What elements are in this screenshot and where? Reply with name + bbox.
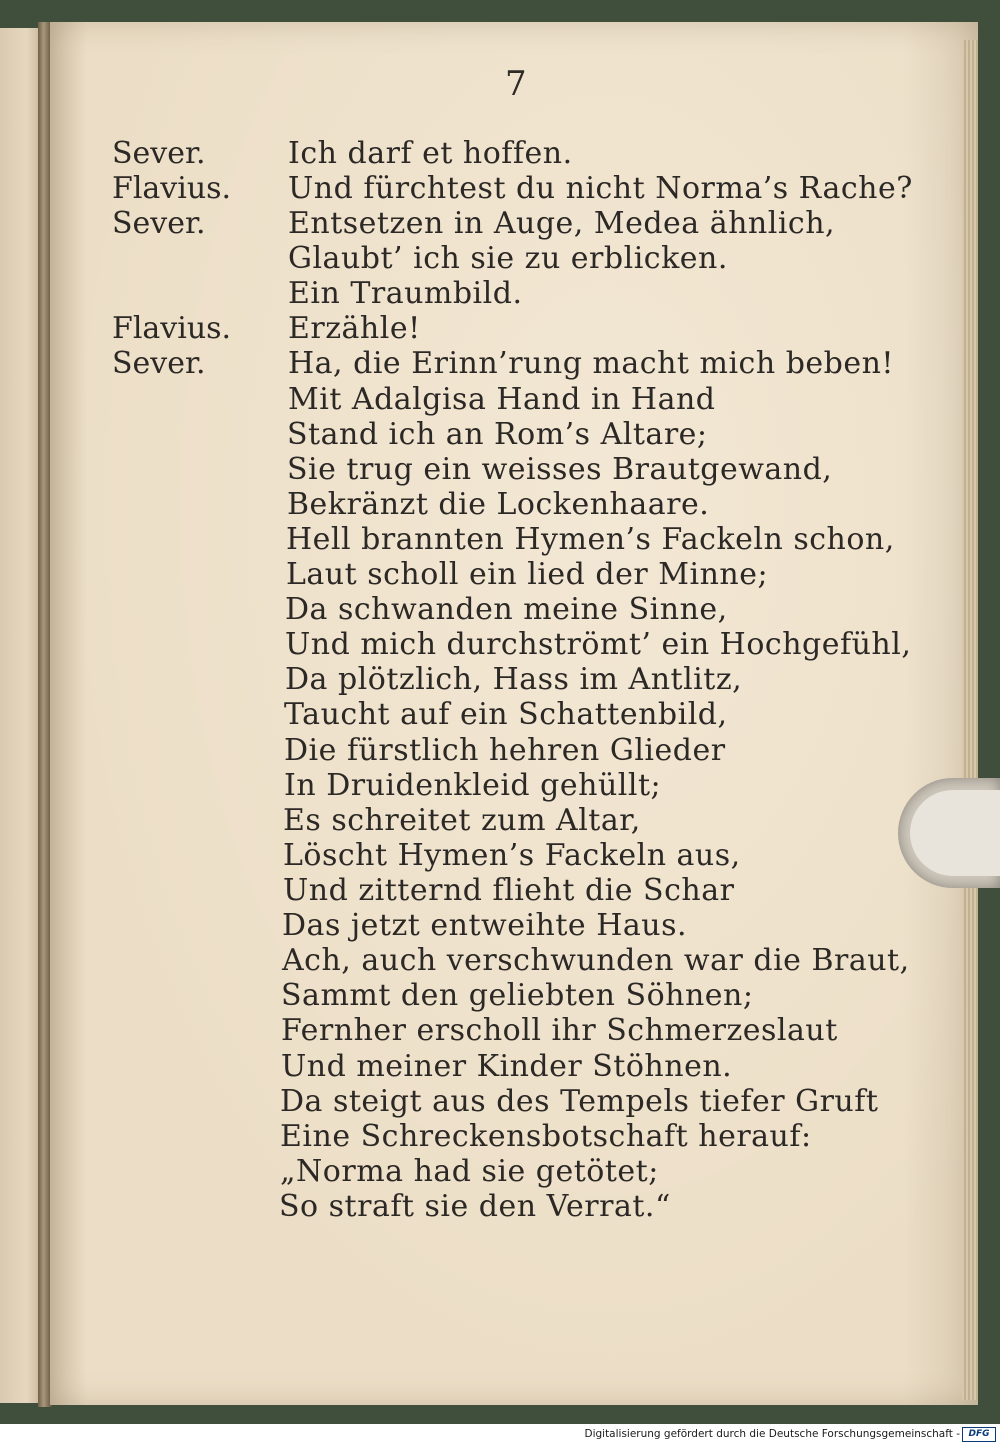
- verse-line: Da plötzlich, Hass im Antlitz,: [285, 662, 743, 697]
- page-number: 7: [505, 64, 527, 104]
- verse-line: Hell brannten Hymen’s Fackeln schon,: [286, 522, 895, 557]
- verse-line: Bekränzt die Lockenhaare.: [287, 487, 710, 522]
- verse-line: Erzähle!: [288, 311, 421, 346]
- verse-line: Eine Schreckensbotschaft herauf:: [280, 1119, 812, 1154]
- verse-line: Ein Traumbild.: [288, 276, 523, 311]
- speaker-label: Sever.: [112, 206, 206, 241]
- verse-line: Entsetzen in Auge, Medea ähnlich,: [288, 206, 836, 241]
- verse-line: Es schreitet zum Altar,: [283, 803, 641, 838]
- verse-line: Sie trug ein weisses Brautgewand,: [287, 452, 833, 487]
- verse-line: Mit Adalgisa Hand in Hand: [288, 382, 716, 417]
- verse-line: Ich darf et hoffen.: [288, 136, 573, 171]
- verse-line: „Norma had sie getötet;: [280, 1154, 659, 1189]
- verse-line: Und fürchtest du nicht Norma’s Rache?: [288, 171, 913, 206]
- speaker-label: Flavius.: [112, 311, 232, 346]
- page-block-edge: [962, 40, 978, 1400]
- verse-line: Da schwanden meine Sinne,: [285, 592, 728, 627]
- verse-line: So straft sie den Verrat.“: [279, 1189, 671, 1224]
- verse-line: Da steigt aus des Tempels tiefer Gruft: [280, 1084, 879, 1119]
- verse-line: Stand ich an Rom’s Altare;: [287, 417, 708, 452]
- speaker-label: Sever.: [112, 346, 206, 381]
- speaker-label: Flavius.: [112, 171, 232, 206]
- verse-line: Das jetzt entweihte Haus.: [282, 908, 688, 943]
- page-holder-clip: [898, 778, 1000, 888]
- verse-line: Sammt den geliebten Söhnen;: [281, 978, 754, 1013]
- page-holder-clip-face: [910, 790, 1000, 876]
- verse-line: Laut scholl ein lied der Minne;: [286, 557, 769, 592]
- verse-line: Die fürstlich hehren Glieder: [284, 733, 726, 768]
- verse-line: Glaubt’ ich sie zu erblicken.: [288, 241, 728, 276]
- verse-line: Und meiner Kinder Stöhnen.: [281, 1049, 733, 1084]
- funding-credit: Digitalisierung gefördert durch die Deutsche Forschungsgemeinschaft -: [584, 1428, 960, 1440]
- verse-line: Taucht auf ein Schattenbild,: [284, 697, 728, 732]
- verse-line: Fernher erscholl ihr Schmerzeslaut: [281, 1013, 838, 1048]
- speaker-label: Sever.: [112, 136, 206, 171]
- verse-line: Ach, auch verschwunden war die Braut,: [282, 943, 910, 978]
- verse-line: Ha, die Erinn’rung macht mich beben!: [288, 346, 894, 381]
- digitization-footer: [0, 1424, 1000, 1444]
- dfg-logo: DFG: [962, 1427, 996, 1442]
- verse-line: In Druidenkleid gehüllt;: [284, 768, 662, 803]
- verse-line: Und zitternd flieht die Schar: [283, 873, 735, 908]
- verse-line: Und mich durchströmt’ ein Hochgefühl,: [285, 627, 912, 662]
- verse-line: Löscht Hymen’s Fackeln aus,: [283, 838, 741, 873]
